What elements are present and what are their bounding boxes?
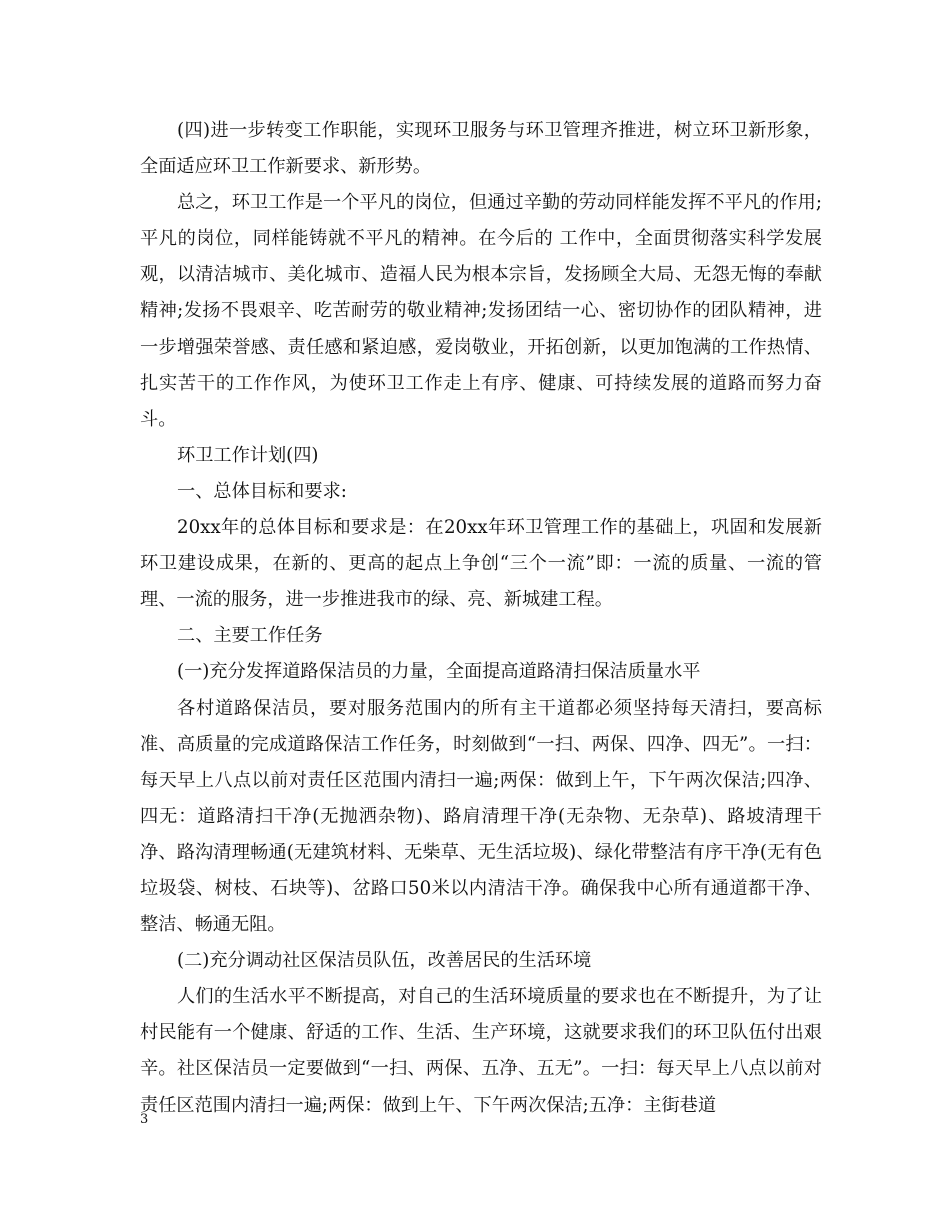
paragraph-overall-goals: 20xx年的总体目标和要求是：在20xx年环卫管理工作的基础上，巩固和发展新环卫建设成果，在新的、更高的起点上争创“三个一流”即：一流的质量、一流的管理、一流的服务，进一步推进我市的绿、亮、新城建工程。 — [140, 517, 822, 611]
paragraph-section-four: (四)进一步转变工作职能，实现环卫服务与环卫管理齐推进，树立环卫新形象，全面适应环卫工作新要求、新形势。 — [140, 120, 822, 178]
heading-main-tasks: 二、主要工作任务 — [177, 625, 323, 647]
page-number: 3 — [140, 1112, 149, 1127]
plan-title: 环卫工作计划(四) — [177, 444, 319, 466]
heading-overall-goals: 一、总体目标和要求: — [177, 480, 347, 502]
document-body — [140, 113, 822, 1124]
paragraph-community-cleaning: 人们的生活水平不断提高，对自己的生活环境质量的要求也在不断提升，为了让村民能有一个健康、舒适的工作、生活、生产环境，这就要求我们的环卫队伍付出艰辛。社区保洁员一定要做到“一扫、两保、五净、五无”。一扫：每天早上八点以前对责任区范围内清扫一遍;两保：做到上午、下午两次保洁;五净：主街巷道 — [140, 986, 822, 1116]
heading-task-two: (二)充分调动社区保洁员队伍，改善居民的生活环境 — [177, 950, 592, 972]
paragraph-summary: 总之，环卫工作是一个平凡的岗位，但通过辛勤的劳动同样能发挥不平凡的作用;平凡的岗位，同样能铸就不平凡的精神。在今后的 工作中，全面贯彻落实科学发展观，以清洁城市、美化城市、造福人民为根本宗旨，发扬顾全大局、无怨无悔的奉献精神;发扬不畏艰辛、吃苦耐劳的敬业精神;发扬团结一心、密切协作的团队精神，进一步增强荣誉感、责任感和紧迫感，爱岗敬业，开拓创新，以更加饱满的工作热情、扎实苦干的工作作风，为使环卫工作走上有序、健康、可持续发展的道路而努力奋斗。 — [140, 192, 822, 430]
paragraph-road-cleaning: 各村道路保洁员，要对服务范围内的所有主干道都必须坚持每天清扫，要高标准、高质量的完成道路保洁工作任务，时刻做到“一扫、两保、四净、四无”。一扫：每天早上八点以前对责任区范围内清扫一遍;两保：做到上午，下午两次保洁;四净、四无：道路清扫干净(无抛洒杂物)、路肩清理干净(无杂物、无杂草)、路坡清理干净、路沟清理畅通(无建筑材料、无柴草、无生活垃圾)、绿化带整洁有序干净(无有色垃圾袋、树枝、石块等)、岔路口50米以内清洁干净。确保我中心所有通道都干净、整洁、畅通无阻。 — [140, 697, 822, 936]
heading-task-one: (一)充分发挥道路保洁员的力量，全面提高道路清扫保洁质量水平 — [177, 661, 701, 683]
